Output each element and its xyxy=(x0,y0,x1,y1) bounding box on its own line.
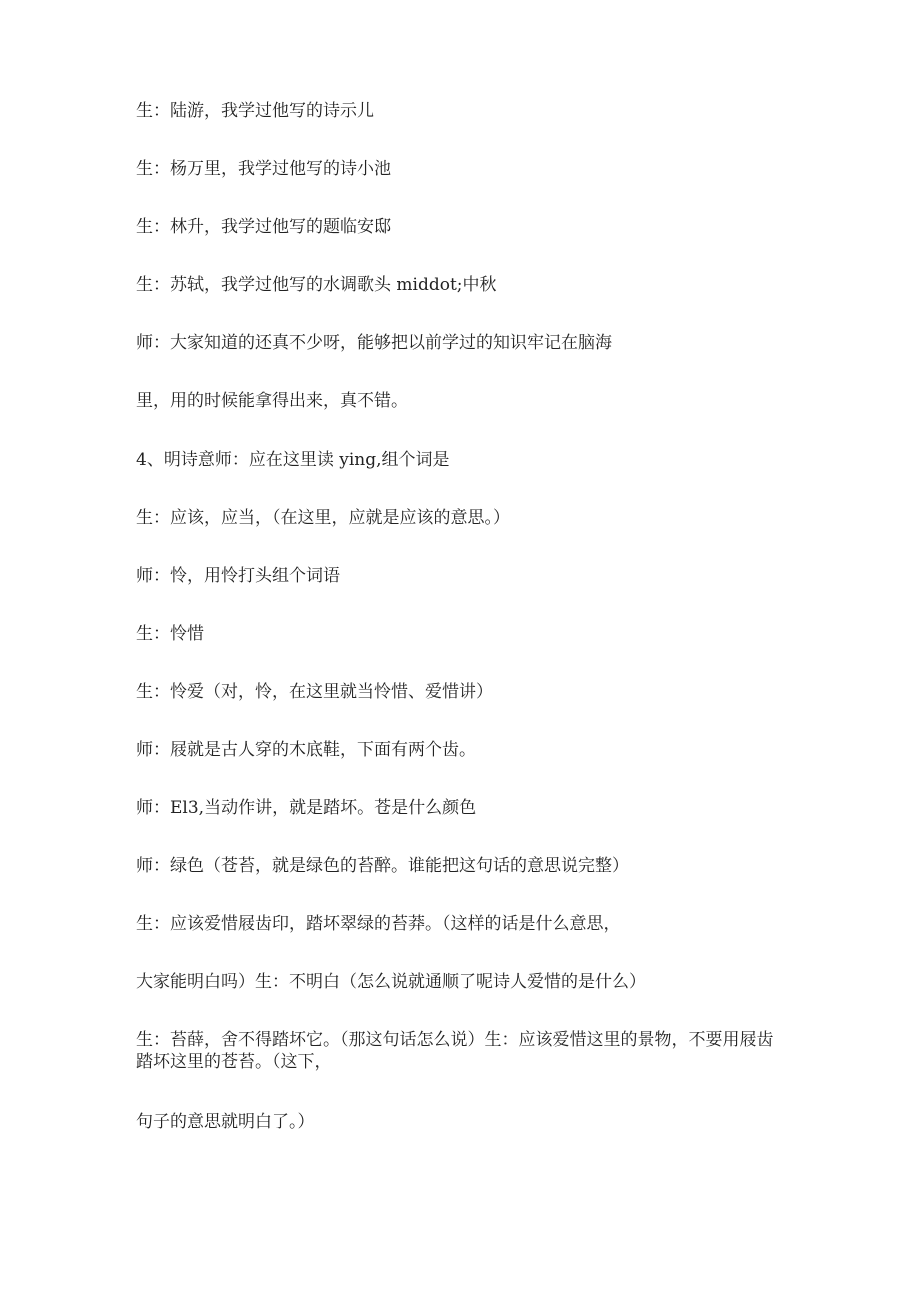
text-line: 生：怜惜 xyxy=(136,624,204,644)
text-line: 生：林升，我学过他写的题临安邸 xyxy=(136,217,391,237)
text-paragraph: 生：苔薛，舍不得踏坏它。（那这句话怎么说）生：应该爱惜这里的景物，不要用屐齿踏坏这里的苍苔。（这下， xyxy=(136,1030,774,1072)
text-line: 师：El3,当动作讲，就是踏坏。苍是什么颜色 xyxy=(136,798,477,818)
text-line: 生：怜爱（对，怜，在这里就当怜惜、爱惜讲） xyxy=(136,682,493,702)
text-line: 生：杨万里，我学过他写的诗小池 xyxy=(136,159,391,179)
text-line: 生：苏轼，我学过他写的水调歌头 middot;中秋 xyxy=(136,275,497,295)
text-line: 生：应该爱惜屐齿印，踏坏翠绿的苔莽。（这样的话是什么意思， xyxy=(136,914,621,934)
text-line: 里，用的时候能拿得出来，真不错。 xyxy=(136,391,408,411)
text-line: 师：屐就是古人穿的木底鞋，下面有两个齿。 xyxy=(136,740,476,760)
text-line: 师：绿色（苍苔，就是绿色的苔醉。谁能把这句话的意思说完整） xyxy=(136,856,629,876)
text-line: 师：大家知道的还真不少呀，能够把以前学过的知识牢记在脑海 xyxy=(136,333,612,353)
text-line: 句子的意思就明白了。） xyxy=(136,1112,315,1132)
text-line: 大家能明白吗）生：不明白（怎么说就通顺了呢诗人爱惜的是什么） xyxy=(136,972,646,992)
text-line: 4、明诗意师：应在这里读 ying,组个词是 xyxy=(136,450,450,470)
text-line: 生：陆游，我学过他写的诗示儿 xyxy=(136,101,374,121)
text-line: 生：应该，应当，（在这里，应就是应该的意思。） xyxy=(136,508,510,528)
text-line: 师：怜，用怜打头组个词语 xyxy=(136,566,340,586)
